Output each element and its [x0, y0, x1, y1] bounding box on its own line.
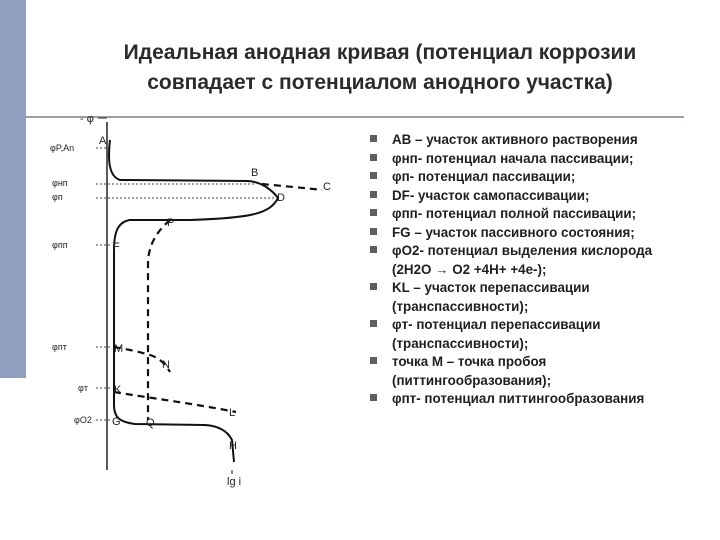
dashed-branch-bc	[262, 184, 322, 190]
point-l: L	[229, 407, 236, 419]
point-p: P	[167, 217, 175, 229]
legend-item-text: KL – участок перепассивации (транспассивности);	[392, 280, 590, 314]
legend-item-text: AB – участок активного растворения	[392, 132, 638, 147]
dashed-branch-k-l	[114, 392, 236, 412]
legend-item-text: φпт- потенциал питтингообразования	[392, 391, 645, 406]
legend-item	[368, 316, 708, 353]
bullet-square-icon	[370, 209, 377, 216]
legend-list	[368, 131, 708, 409]
legend-item-text: φт- потенциал перепассивации (транспассивности);	[392, 317, 601, 351]
dashed-branch-p-q	[148, 220, 170, 420]
legend-item	[368, 390, 708, 409]
legend-item	[368, 168, 708, 187]
bullet-square-icon	[370, 283, 377, 290]
legend-item-text: φпп- потенциал полной пассивации;	[392, 206, 637, 221]
point-m: M	[114, 343, 124, 355]
bullet-square-icon	[370, 357, 377, 364]
legend-item	[368, 224, 708, 243]
label-phi-a: φP,An	[50, 143, 75, 153]
bullet-square-icon	[370, 154, 377, 161]
potential-reference-lines	[96, 148, 275, 420]
point-q: Q	[146, 417, 155, 429]
legend-item	[368, 205, 708, 224]
legend-item-text: FG – участок пассивного состояния;	[392, 224, 635, 240]
legend-item-text: φп- потенциал пассивации;	[392, 169, 576, 184]
point-n: N	[162, 359, 170, 371]
point-k: K	[114, 384, 122, 396]
x-axis-label: lg i	[227, 476, 242, 488]
label-phi-t: φт	[78, 383, 88, 393]
title-line-1: Идеальная анодная кривая (потенциал коррозии	[123, 41, 637, 64]
y-axis-label: - φ	[80, 113, 94, 125]
legend-item-text: φнп- потенциал начала пассивации;	[392, 150, 634, 166]
point-d: D	[277, 192, 285, 204]
label-phi-pt: φпт	[52, 342, 67, 352]
label-phi-p: φп	[52, 192, 63, 202]
legend-item-text: точка М – точка пробоя (питтингообразования);	[392, 354, 552, 388]
legend-item	[368, 131, 708, 150]
label-phi-np: φнп	[52, 178, 68, 188]
bullet-square-icon	[370, 135, 377, 142]
legend-item	[368, 242, 708, 279]
point-c: C	[323, 181, 331, 193]
bullet-square-icon	[370, 191, 377, 198]
anodic-curve-main	[109, 140, 278, 462]
point-a: A	[99, 135, 107, 147]
legend-item	[368, 150, 708, 169]
point-b: B	[251, 167, 259, 179]
legend-item	[368, 187, 708, 206]
bullet-square-icon	[370, 172, 377, 179]
bullet-square-icon	[370, 320, 377, 327]
bullet-square-icon	[370, 246, 377, 253]
bullet-square-icon	[370, 228, 377, 235]
legend-item	[368, 353, 708, 390]
point-f: F	[113, 241, 120, 253]
title-line-2: совпадает с потенциалом анодного участка)	[147, 71, 613, 94]
point-h: H	[229, 440, 237, 452]
legend-item-text: DF- участок самопассивации;	[392, 187, 590, 203]
legend-item-text: φO2- потенциал выделения кислорода (2H2O → O2 +4H+ +4e-);	[392, 243, 653, 277]
bullet-square-icon	[370, 394, 377, 401]
point-g: G	[112, 416, 121, 428]
legend-item	[368, 279, 708, 316]
label-phi-pp: φпп	[52, 240, 68, 250]
label-phi-o2: φO2	[74, 415, 92, 425]
